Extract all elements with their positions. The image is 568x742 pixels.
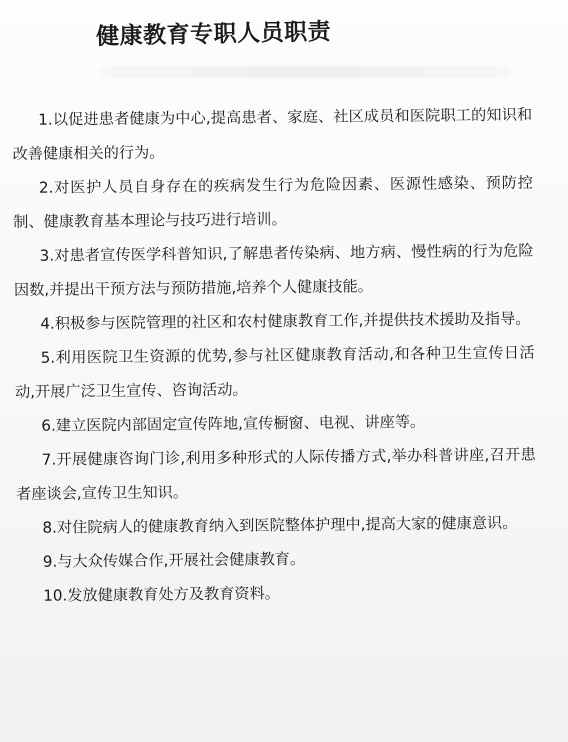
duty-item-7: 7.开展健康咨询门诊,利用多种形式的人际传播方式,举办科普讲座,召开患者座谈会,宣传卫生知识。 (16, 445, 536, 503)
document-title: 健康教育专职人员职责 (95, 19, 332, 50)
paper-bleed-through (100, 66, 510, 78)
duty-item-9: 9.与大众传媒合作,开展社会健康教育。 (42, 549, 306, 571)
duty-item-1: 1.以促进患者健康为中心,提高患者、家庭、社区成员和医院职工的知识和改善健康相关的行为。 (12, 105, 533, 163)
duty-item-3: 3.对患者宣传医学科普知识,了解患者传染病、地方病、慢性病的行为危险因数,并提出干预方法与预防措施,培养个人健康技能。 (13, 241, 534, 299)
document-body (12, 98, 537, 613)
duty-item-2: 2.对医护人员自身存在的疾病发生行为危险因素、医源性感染、预防控制、健康教育基本理论与技巧进行培训。 (13, 173, 533, 231)
duty-item-10: 10.发放健康教育处方及教育资料。 (43, 584, 281, 605)
duty-item-6: 6.建立医院内部固定宣传阵地,宣传橱窗、电视、讲座等。 (41, 412, 426, 435)
duty-item-8: 8.对住院病人的健康教育纳入到医院整体护理中,提高大家的健康意识。 (42, 513, 518, 537)
duty-item-5: 5.利用医院卫生资源的优势,参与社区健康教育活动,和各种卫生宣传日活动,开展广泛卫生宣传、咨询活动。 (14, 343, 535, 401)
duty-item-4: 4.积极参与医院管理的社区和农村健康教育工作,并提供技术援助及指导。 (40, 309, 531, 333)
